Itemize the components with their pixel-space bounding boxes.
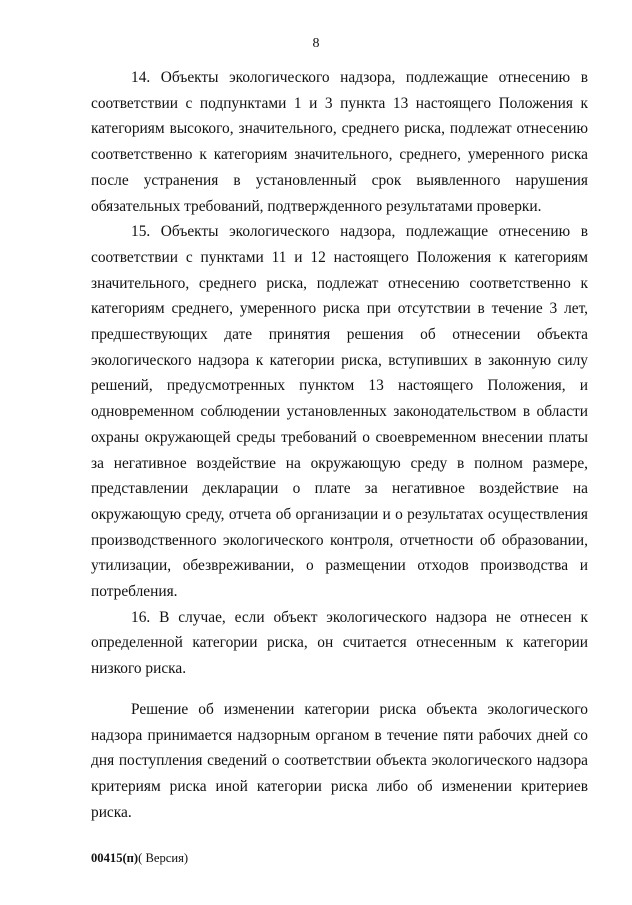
paragraph-14: 14. Объекты экологического надзора, подлежащие отнесению в соответствии с подпунктами 1 и 3 пункта 13 настоящего Положения к категориям высокого, значительного, среднего риска, подлежат отнесению соответственно к категориям значительного, среднего, умеренного риска после устранения в установленный срок выявленного нарушения обязательных требований, подтвержденного результатами проверки. [91,69,588,215]
document-code: 00415(п) [91,851,139,865]
document-body [91,65,588,825]
footer-code [91,851,188,866]
paragraph-15: 15. Объекты экологического надзора, подлежащие отнесению в соответствии с пунктами 11 и 12 настоящего Положения к категориям значительного, среднего риска, подлежат отнесению соответственно к категориям среднего, умеренного риска при отсутствии в течение 3 лет, предшествующих дате принятия решения об отнесении объекта экологического надзора к категории риска, вступивших в законную силу решений, предусмотренных пунктом 13 настоящего Положения, и одновременном соблюдении установленных законодательством в области охраны окружающей среды требований о своевременном внесении платы за негативное воздействие на окружающую среду в полном размере, представлении декларации о плате за негативное воздействие на окружающую среду, отчета об организации и о результатах осуществления производственного экологического контроля, отчетности об образовании, утилизации, обезвреживании, о размещении отходов производства и потребления. [91,223,588,601]
document-version: ( Версия) [138,851,189,865]
paragraph-decision: Решение об изменении категории риска объекта экологического надзора принимается надзорным органом в течение пяти рабочих дней со дня поступления сведений о соответствии объекта экологического надзора критериям риска иной категории риска либо об изменении критериев риска. [91,700,588,821]
paragraph-16: 16. В случае, если объект экологического надзора не отнесен к определенной категории риска, он считается отнесенным к категории низкого риска. [91,608,588,678]
page-number: 8 [312,36,320,51]
